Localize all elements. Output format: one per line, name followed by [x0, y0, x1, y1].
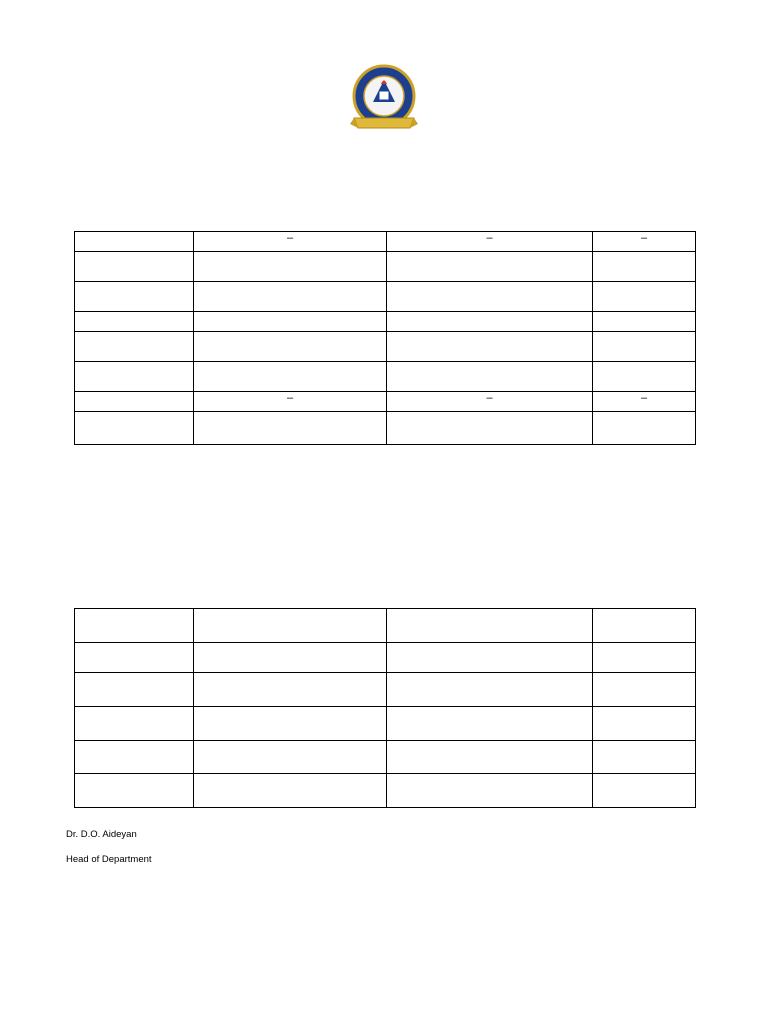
- table-cell: [194, 332, 387, 362]
- table-row: [75, 707, 696, 741]
- table-row: [75, 412, 696, 445]
- table-row: [75, 282, 696, 312]
- table-cell: [75, 252, 194, 282]
- table-cell: [75, 609, 194, 643]
- table-cell: [387, 362, 593, 392]
- table-cell: [387, 774, 593, 808]
- table-cell: [593, 412, 696, 445]
- table-cell: [194, 412, 387, 445]
- table-cell: [387, 643, 593, 673]
- table-cell: –: [593, 392, 696, 412]
- table-cell: [75, 392, 194, 412]
- table-cell: [75, 774, 194, 808]
- table-cell: [593, 252, 696, 282]
- table-cell: [387, 332, 593, 362]
- table-cell: [387, 312, 593, 332]
- table-cell: [75, 643, 194, 673]
- table-row: [75, 774, 696, 808]
- table-cell: [75, 362, 194, 392]
- table-cell: [593, 643, 696, 673]
- table-row: [75, 362, 696, 392]
- signatory-title: Head of Department: [66, 854, 152, 865]
- table-cell: [75, 312, 194, 332]
- table-row: [75, 332, 696, 362]
- table-cell: –: [387, 392, 593, 412]
- table-cell: [75, 707, 194, 741]
- table-cell: [194, 312, 387, 332]
- table-cell: [593, 774, 696, 808]
- table-cell: [75, 282, 194, 312]
- table-row: [75, 609, 696, 643]
- table-cell: [194, 673, 387, 707]
- table-row: [75, 741, 696, 774]
- table-cell: [593, 741, 696, 774]
- table-cell: [593, 609, 696, 643]
- table-cell: [387, 282, 593, 312]
- table-cell: [387, 609, 593, 643]
- table-cell: [387, 252, 593, 282]
- table-cell: [593, 332, 696, 362]
- table-cell: [593, 673, 696, 707]
- table-row: [75, 312, 696, 332]
- table-cell: [75, 232, 194, 252]
- table-row: [75, 252, 696, 282]
- table-cell: –: [194, 392, 387, 412]
- university-seal-logo: [350, 64, 418, 134]
- table-cell: –: [387, 232, 593, 252]
- table-row: [75, 232, 696, 252]
- table-row: [75, 392, 696, 412]
- table-cell: –: [194, 232, 387, 252]
- table-cell: [194, 707, 387, 741]
- table-cell: [75, 673, 194, 707]
- table-cell: –: [593, 232, 696, 252]
- table-row: [75, 643, 696, 673]
- table-cell: [593, 312, 696, 332]
- table-cell: [194, 362, 387, 392]
- table-cell: [387, 741, 593, 774]
- table-cell: [593, 282, 696, 312]
- table-cell: [194, 282, 387, 312]
- table-cell: [194, 643, 387, 673]
- table-cell: [593, 707, 696, 741]
- table-cell: [593, 362, 696, 392]
- table-cell: [387, 707, 593, 741]
- signatory-name: Dr. D.O. Aideyan: [66, 829, 137, 840]
- table-cell: [387, 673, 593, 707]
- table-2: [74, 608, 696, 808]
- table-cell: [194, 609, 387, 643]
- table-cell: [194, 774, 387, 808]
- table-1: [74, 231, 696, 445]
- table-cell: [75, 412, 194, 445]
- table-cell: [75, 741, 194, 774]
- table-cell: [387, 412, 593, 445]
- table-row: [75, 673, 696, 707]
- table-cell: [194, 252, 387, 282]
- table-cell: [75, 332, 194, 362]
- table-cell: [194, 741, 387, 774]
